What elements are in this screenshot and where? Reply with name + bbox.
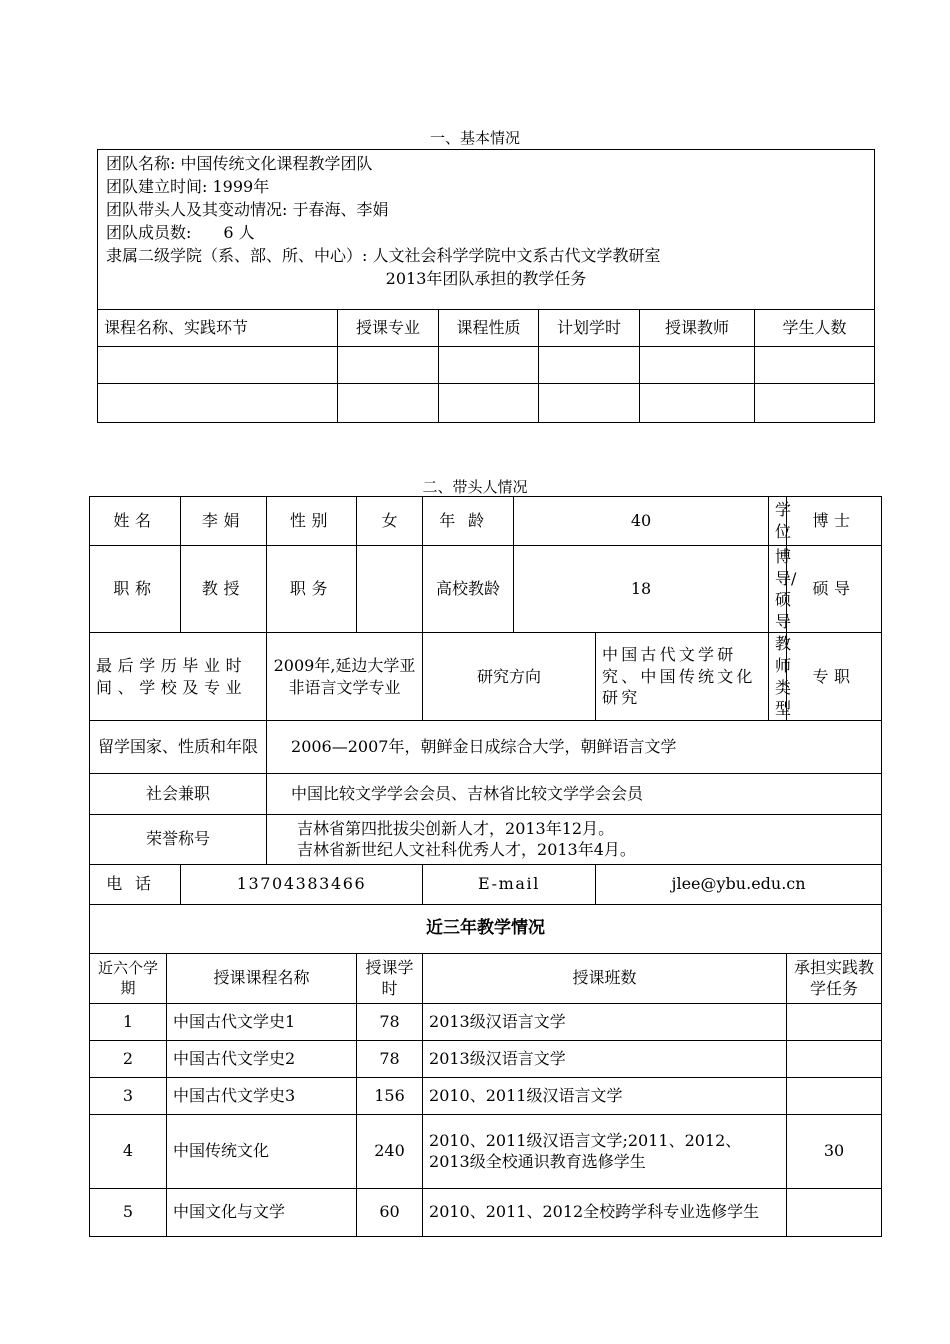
value-honor <box>267 814 882 864</box>
col-course: 课程名称、实践环节 <box>98 310 338 347</box>
value-age: 40 <box>514 497 769 546</box>
empty-cell <box>755 384 875 423</box>
table-row <box>90 1188 882 1236</box>
col-practice: 承担实践教学任务 <box>787 953 882 1003</box>
section1-title: 一、基本情况 <box>429 129 520 147</box>
hours-cell: 156 <box>357 1077 423 1114</box>
empty-cell <box>640 347 755 384</box>
practice-cell <box>787 1040 882 1077</box>
empty-cell <box>539 384 640 423</box>
label-email: E-mail <box>423 864 596 904</box>
table-row <box>90 1003 882 1040</box>
value-research: 中国古代文学研究、中国传统文化研究 <box>596 633 769 720</box>
value-gender: 女 <box>357 497 423 546</box>
task-title: 2013年团队承担的教学任务 <box>385 269 587 288</box>
col-nature: 课程性质 <box>439 310 539 347</box>
empty-cell <box>439 347 539 384</box>
col-teacher: 授课教师 <box>640 310 755 347</box>
label-honor: 荣誉称号 <box>90 814 267 864</box>
term-cell: 2 <box>90 1040 167 1077</box>
course-cell: 中国古代文学史2 <box>167 1040 357 1077</box>
value-degree: 博士 <box>787 497 882 546</box>
empty-cell <box>439 384 539 423</box>
col-teaching-hours: 授课学时 <box>357 953 423 1003</box>
label-gender: 性别 <box>267 497 357 546</box>
empty-cell <box>98 384 338 423</box>
label-degree: 学位 <box>769 497 787 546</box>
course-cell: 中国文化与文学 <box>167 1188 357 1236</box>
col-hours: 计划学时 <box>539 310 640 347</box>
basic-info-block <box>98 150 875 310</box>
col-students: 学生人数 <box>755 310 875 347</box>
term-cell: 1 <box>90 1003 167 1040</box>
col-major: 授课专业 <box>338 310 439 347</box>
team-founded: 团队建立时间: 1999年 <box>106 177 270 196</box>
term-cell: 4 <box>90 1114 167 1188</box>
label-research: 研究方向 <box>423 633 596 720</box>
practice-cell <box>787 1077 882 1114</box>
empty-cell <box>539 347 640 384</box>
value-phone: 13704383466 <box>181 864 423 904</box>
basic-info-table <box>97 149 875 423</box>
classes-cell: 2013级汉语言文学 <box>423 1040 787 1077</box>
label-supervisor: 博导/硕导 <box>769 546 787 633</box>
practice-cell: 30 <box>787 1114 882 1188</box>
value-supervisor: 硕导 <box>787 546 882 633</box>
value-teaching-years: 18 <box>514 546 769 633</box>
practice-cell <box>787 1188 882 1236</box>
term-cell: 3 <box>90 1077 167 1114</box>
team-college: 隶属二级学院（系、部、所、中心）: 人文社会科学学院中文系古代文学教研室 <box>106 246 661 265</box>
table-row <box>90 1114 882 1188</box>
hours-cell: 240 <box>357 1114 423 1188</box>
empty-cell <box>98 347 338 384</box>
label-age: 年龄 <box>423 497 514 546</box>
honor-line-1: 吉林省第四批拔尖创新人才，2013年12月。 <box>297 818 615 838</box>
label-phone: 电话 <box>90 864 181 904</box>
label-social: 社会兼职 <box>90 773 267 814</box>
empty-cell <box>755 347 875 384</box>
label-teacher-type: 教师类型 <box>769 633 787 720</box>
hours-cell: 78 <box>357 1040 423 1077</box>
teaching-title: 近三年教学情况 <box>90 904 882 953</box>
empty-cell <box>338 347 439 384</box>
value-social: 中国比较文学学会会员、吉林省比较文学学会会员 <box>267 773 882 814</box>
value-name: 李娟 <box>181 497 267 546</box>
classes-cell: 2010、2011、2012全校跨学科专业选修学生 <box>423 1188 787 1236</box>
team-name: 团队名称: 中国传统文化课程教学团队 <box>106 154 373 173</box>
label-abroad: 留学国家、性质和年限 <box>90 720 267 773</box>
classes-cell: 2010、2011级汉语言文学 <box>423 1077 787 1114</box>
hours-cell: 60 <box>357 1188 423 1236</box>
label-title: 职称 <box>90 546 181 633</box>
honor-line-2: 吉林省新世纪人文社科优秀人才，2013年4月。 <box>297 840 636 860</box>
term-cell: 5 <box>90 1188 167 1236</box>
course-cell: 中国古代文学史1 <box>167 1003 357 1040</box>
value-post <box>357 546 423 633</box>
value-email: jlee@ybu.edu.cn <box>596 864 882 904</box>
leader-table <box>89 496 882 1237</box>
section2-title: 二、带头人情况 <box>422 478 528 496</box>
hours-cell: 78 <box>357 1003 423 1040</box>
col-term: 近六个学期 <box>90 953 167 1003</box>
table-row <box>90 1040 882 1077</box>
value-abroad: 2006—2007年，朝鲜金日成综合大学，朝鲜语言文学 <box>267 720 882 773</box>
col-course-name: 授课课程名称 <box>167 953 357 1003</box>
label-post: 职务 <box>267 546 357 633</box>
team-leader: 团队带头人及其变动情况: 于春海、李娟 <box>106 200 389 219</box>
practice-cell <box>787 1003 882 1040</box>
classes-cell: 2010、2011级汉语言文学;2011、2012、2013级全校通识教育选修学生 <box>423 1114 787 1188</box>
label-education: 最后学历毕业时间、学校及专业 <box>90 633 267 720</box>
value-teacher-type: 专职 <box>787 633 882 720</box>
course-cell: 中国传统文化 <box>167 1114 357 1188</box>
classes-cell: 2013级汉语言文学 <box>423 1003 787 1040</box>
empty-cell <box>640 384 755 423</box>
empty-cell <box>338 384 439 423</box>
value-education: 2009年,延边大学亚非语言文学专业 <box>267 633 423 720</box>
value-title: 教授 <box>181 546 267 633</box>
label-name: 姓名 <box>90 497 181 546</box>
course-cell: 中国古代文学史3 <box>167 1077 357 1114</box>
table-row <box>90 1077 882 1114</box>
team-members: 团队成员数: 6 人 <box>106 223 255 242</box>
col-classes: 授课班数 <box>423 953 787 1003</box>
label-teaching-years: 高校教龄 <box>423 546 514 633</box>
